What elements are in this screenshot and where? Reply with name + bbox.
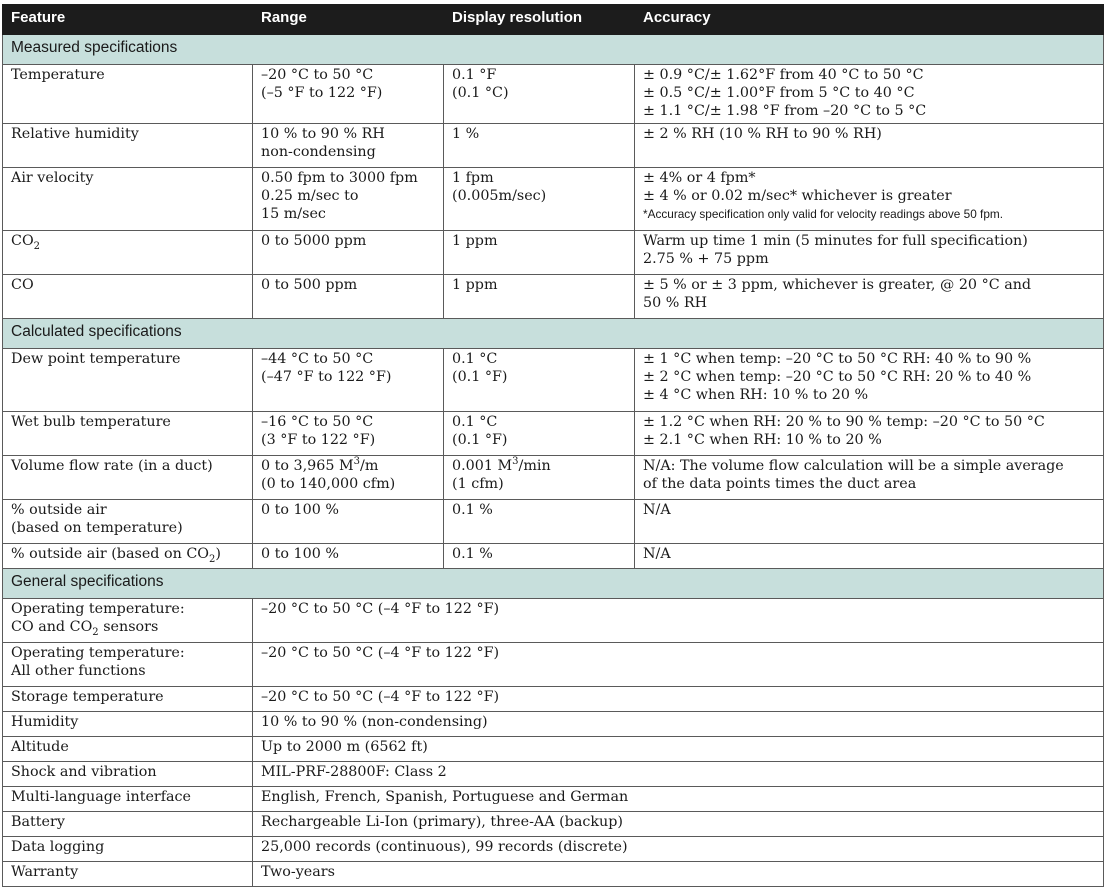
table-row-op-temp-other: [3, 643, 1104, 687]
header-resolution: Display resolution: [444, 5, 635, 35]
range-cell: 0 to 3,965 $M^3/m$ (0 to 140,000 cfm): [253, 456, 444, 500]
accuracy-cell: ± 1 °C when temp: –20 °C to 50 °C RH: 40 % to 90 % ± 2 °C when temp: –20 °C to 50 °C RH: 20 % to 40 % ± 4 °C when RH: 10 % to 20 %: [635, 349, 1104, 412]
feature-cell: Relative humidity: [3, 124, 253, 168]
feature-cell: Wet bulb temperature: [3, 412, 253, 456]
accuracy-cell: N/A: [635, 544, 1104, 569]
range-cell: 0 to 5000 ppm: [253, 231, 444, 275]
value-cell: 10 % to 90 % (non-condensing): [253, 712, 1104, 737]
accuracy-cell: ± 1.2 °C when RH: 20 % to 90 % temp: –20 °C to 50 °C ± 2.1 °C when RH: 10 % to 20 %: [635, 412, 1104, 456]
table-row-dew-point: [3, 349, 1104, 412]
table-row-relative-humidity: [3, 124, 1104, 168]
accuracy-cell: ± 0.9 °C/± 1.62°F from 40 °C to 50 °C ± 0.5 °C/± 1.00°F from 5 °C to 40 °C ± 1.1 °C/± 1.98 °F from –20 °C to 5 °C: [635, 65, 1104, 124]
feature-cell: Data logging: [3, 837, 253, 862]
value-cell: –20 °C to 50 °C (–4 °F to 122 °F): [253, 643, 1104, 687]
range-cell: 0 to 100 %: [253, 544, 444, 569]
feature-cell: % outside air (based on temperature): [3, 500, 253, 544]
section-row-general: [3, 569, 1104, 599]
feature-cell: Shock and vibration: [3, 762, 253, 787]
table-row-temperature: [3, 65, 1104, 124]
value-cell: –20 °C to 50 °C (–4 °F to 122 °F): [253, 599, 1104, 643]
section-title: Measured specifications: [3, 35, 1104, 65]
resolution-cell: 0.1 %: [444, 500, 635, 544]
accuracy-cell: ± 4% or 4 fpm* ± 4 % or 0.02 m/sec* whichever is greater *Accuracy specification only valid for velocity readings above 50 fpm.: [635, 168, 1104, 231]
resolution-cell: 1 ppm: [444, 231, 635, 275]
table-row-outside-air-co2: [3, 544, 1104, 569]
table-row-wet-bulb: [3, 412, 1104, 456]
resolution-cell: 1 ppm: [444, 275, 635, 319]
value-cell: Rechargeable Li-Ion (primary), three-AA (backup): [253, 812, 1104, 837]
table-row-co: [3, 275, 1104, 319]
feature-cell: Volume flow rate (in a duct): [3, 456, 253, 500]
value-cell: English, French, Spanish, Portuguese and German: [253, 787, 1104, 812]
table-row-altitude: [3, 737, 1104, 762]
feature-cell: Humidity: [3, 712, 253, 737]
table-row-battery: [3, 812, 1104, 837]
range-cell: –16 °C to 50 °C (3 °F to 122 °F): [253, 412, 444, 456]
resolution-cell: 0.1 °C (0.1 °F): [444, 412, 635, 456]
range-cell: 0 to 100 %: [253, 500, 444, 544]
range-cell: 0.50 fpm to 3000 fpm 0.25 m/sec to 15 m/sec: [253, 168, 444, 231]
resolution-cell: 0.1 °F (0.1 °C): [444, 65, 635, 124]
table-header: [3, 5, 1104, 35]
accuracy-cell: ± 5 % or ± 3 ppm, whichever is greater, @ 20 °C and 50 % RH: [635, 275, 1104, 319]
accuracy-cell: ± 2 % RH (10 % RH to 90 % RH): [635, 124, 1104, 168]
feature-cell: Temperature: [3, 65, 253, 124]
feature-cell: Warranty: [3, 862, 253, 887]
section-title: Calculated specifications: [3, 319, 1104, 349]
feature-cell: Operating temperature: CO and $CO_2$ sensors: [3, 599, 253, 643]
table-row-op-temp-sensors: [3, 599, 1104, 643]
header-feature: Feature: [3, 5, 253, 35]
accuracy-cell: N/A: The volume flow calculation will be a simple average of the data points times the duct area: [635, 456, 1104, 500]
header-range: Range: [253, 5, 444, 35]
resolution-cell: 0.1 °C (0.1 °F): [444, 349, 635, 412]
value-cell: Up to 2000 m (6562 ft): [253, 737, 1104, 762]
section-row-measured: [3, 35, 1104, 65]
value-cell: MIL-PRF-28800F: Class 2: [253, 762, 1104, 787]
feature-cell: $CO_2$: [3, 231, 253, 275]
table-row-shock: [3, 762, 1104, 787]
range-cell: 0 to 500 ppm: [253, 275, 444, 319]
table-row-humidity: [3, 712, 1104, 737]
header-accuracy: Accuracy: [635, 5, 1104, 35]
resolution-cell: 1 %: [444, 124, 635, 168]
feature-cell: Altitude: [3, 737, 253, 762]
feature-cell: Dew point temperature: [3, 349, 253, 412]
feature-cell: CO: [3, 275, 253, 319]
accuracy-cell: Warm up time 1 min (5 minutes for full specification) 2.75 % + 75 ppm: [635, 231, 1104, 275]
value-cell: –20 °C to 50 °C (–4 °F to 122 °F): [253, 687, 1104, 712]
resolution-cell: 1 fpm (0.005m/sec): [444, 168, 635, 231]
table-row-co2: [3, 231, 1104, 275]
section-row-calculated: [3, 319, 1104, 349]
feature-cell: Battery: [3, 812, 253, 837]
section-title: General specifications: [3, 569, 1104, 599]
feature-cell: Air velocity: [3, 168, 253, 231]
feature-cell: Storage temperature: [3, 687, 253, 712]
value-cell: 25,000 records (continuous), 99 records (discrete): [253, 837, 1104, 862]
resolution-cell: 0.001 $M^3/\min$ (1 cfm): [444, 456, 635, 500]
table-row-air-velocity: [3, 168, 1104, 231]
accuracy-cell: N/A: [635, 500, 1104, 544]
table-row-storage: [3, 687, 1104, 712]
range-cell: 10 % to 90 % RH non-condensing: [253, 124, 444, 168]
table-row-data-logging: [3, 837, 1104, 862]
range-cell: –44 °C to 50 °C (–47 °F to 122 °F): [253, 349, 444, 412]
table-row-outside-air-temp: [3, 500, 1104, 544]
resolution-cell: 0.1 %: [444, 544, 635, 569]
header-row: [3, 5, 1104, 35]
table-row-volume-flow: [3, 456, 1104, 500]
table-row-language: [3, 787, 1104, 812]
feature-cell: Operating temperature: All other functions: [3, 643, 253, 687]
feature-cell: % outside air (based on $CO_2$): [3, 544, 253, 569]
value-cell: Two-years: [253, 862, 1104, 887]
specifications-table: [2, 4, 1104, 887]
feature-cell: Multi-language interface: [3, 787, 253, 812]
accuracy-footnote: *Accuracy specification only valid for velocity readings above 50 fpm.: [643, 207, 1003, 221]
table-row-warranty: [3, 862, 1104, 887]
range-cell: –20 °C to 50 °C (–5 °F to 122 °F): [253, 65, 444, 124]
